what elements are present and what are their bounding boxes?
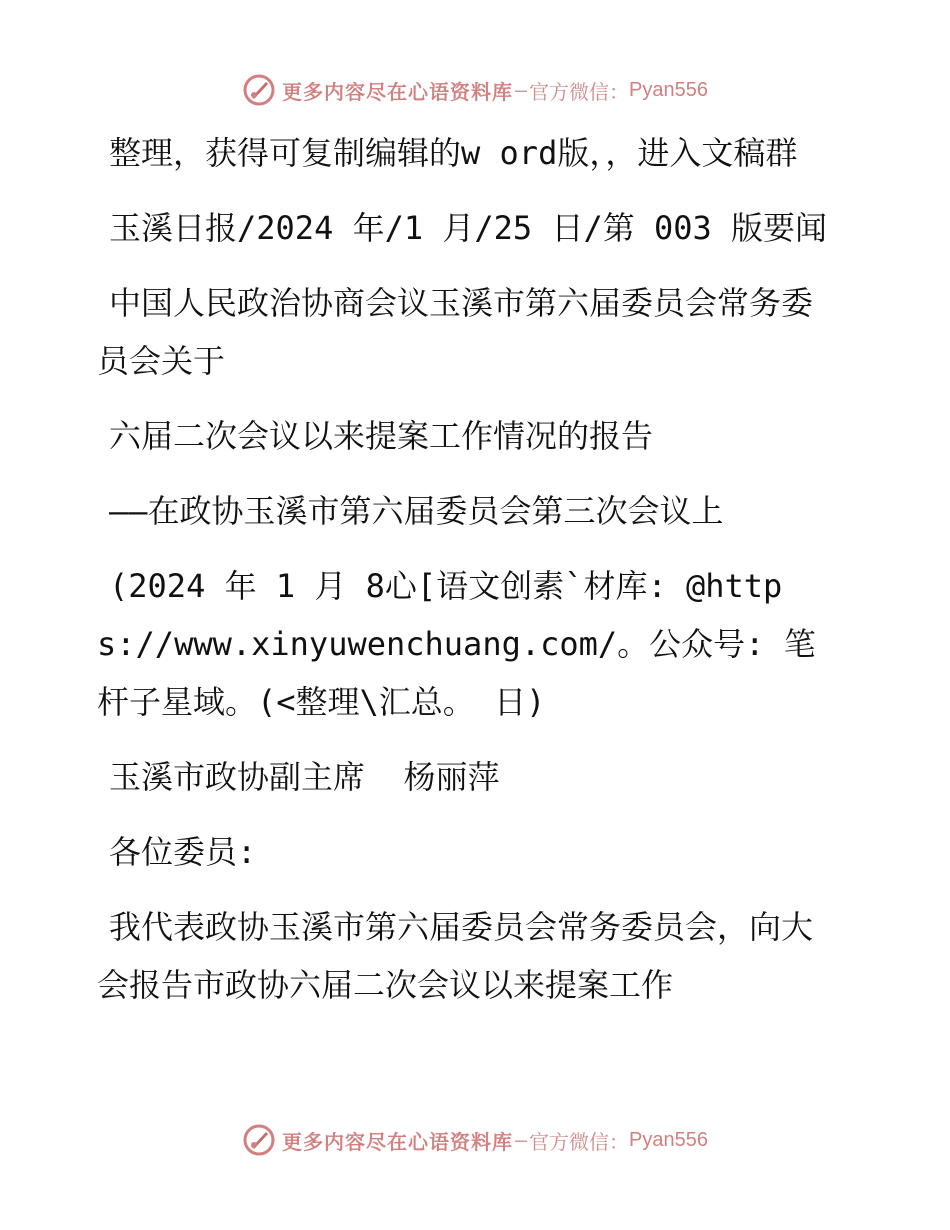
header-banner	[0, 70, 950, 110]
quill-seal-icon	[242, 73, 276, 107]
quill-seal-icon	[242, 1123, 276, 1157]
footer-banner	[0, 1120, 950, 1160]
paragraph-title-2: 六届二次会议以来提案工作情况的报告	[109, 417, 654, 455]
paragraph-subtitle: ——在政协玉溪市第六届委员会第三次会议上	[109, 492, 724, 530]
paragraph-title-1: 中国人民政治协商会议玉溪市第六届委员会常务委员会关于	[97, 284, 814, 380]
paragraph-date-note: (2024 年 1 月 8心[语文创素`材库: @https://www.xinyuwenchuang.com/。公众号: 笔杆子星域。(<整理\汇总。 日)	[97, 567, 816, 721]
paragraph-body: 我代表政协玉溪市第六届委员会常务委员会，向大会报告市政协六届二次会议以来提案工作	[97, 908, 814, 1004]
banner-text: 更多内容尽在心语资料库	[281, 1129, 513, 1154]
banner-dash: —	[514, 1128, 528, 1152]
paragraph-salutation: 各位委员:	[109, 833, 257, 871]
paragraph-intro: 整理，获得可复制编辑的w ord版，，进入文稿群	[109, 134, 798, 172]
banner-wechat-id: Pyan556	[629, 78, 708, 101]
banner-wechat-label: 官方微信：	[529, 1129, 630, 1154]
banner-wechat-label: 官方微信：	[529, 79, 630, 104]
banner-dash: —	[514, 78, 528, 102]
paragraph-author: 玉溪市政协副主席 杨丽萍	[109, 758, 500, 796]
banner-wechat-id: Pyan556	[629, 1128, 708, 1151]
document-body	[97, 124, 837, 1031]
paragraph-source: 玉溪日报/2024 年/1 月/25 日/第 003 版要闻	[109, 209, 828, 247]
banner-text: 更多内容尽在心语资料库	[281, 79, 513, 104]
